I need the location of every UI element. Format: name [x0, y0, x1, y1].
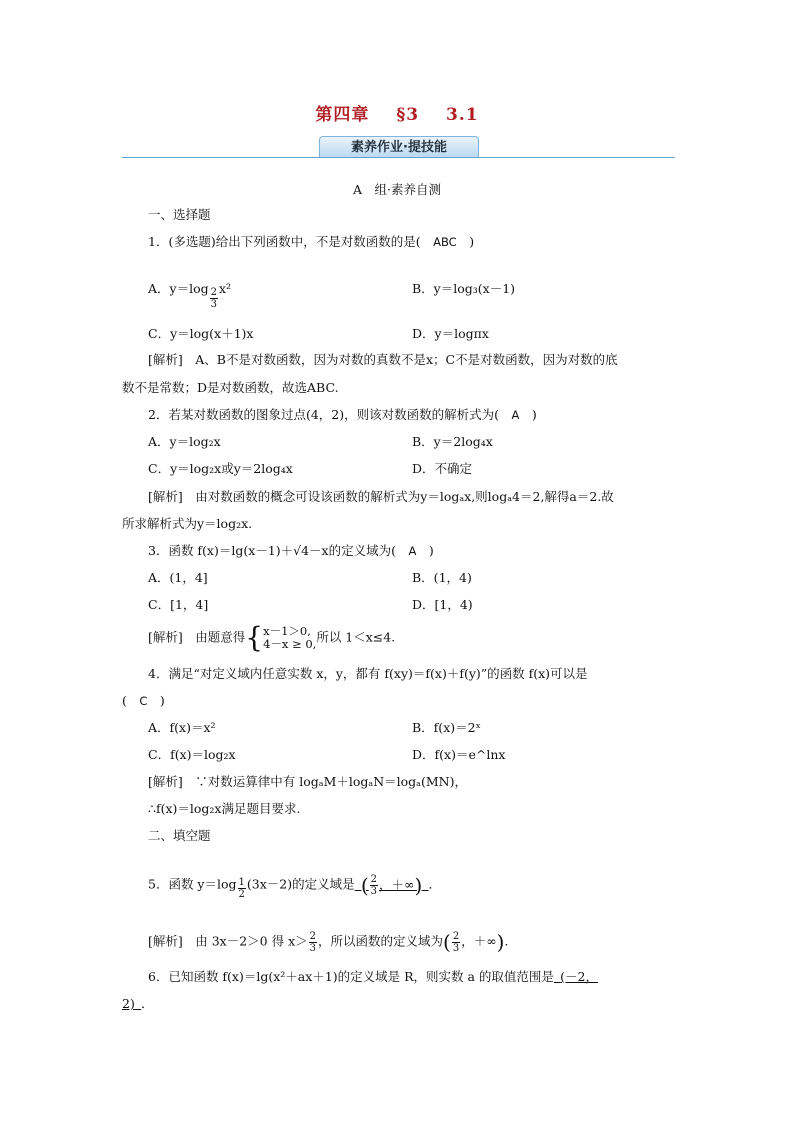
q1-option-a-text: A．y＝log: [148, 281, 209, 296]
q5-explanation-frac: [309, 931, 317, 954]
q4-answer: C: [139, 694, 148, 708]
left-brace-icon: {: [245, 621, 264, 654]
q3-option-b: B．(1，4): [412, 570, 472, 585]
q1-explanation-1: [解析] A、B不是对数函数，因为对数的真数不是x；C不是对数函数，因为对数的底: [148, 352, 618, 367]
q5-answer-tail: ，＋∞: [379, 876, 415, 892]
q4-stem-1: 4．满足“对定义域内任意实数 x，y，都有 f(xy)＝f(x)＋f(y)”的函数 f(x)可以是: [148, 666, 588, 681]
banner-tab: 素养作业·提技能: [319, 136, 479, 158]
q3-inequality-1: x－1＞0,: [263, 624, 311, 638]
banner-divider: [122, 157, 675, 158]
q3-explanation-a: [解析] 由题意得: [148, 629, 246, 645]
q1-a-base-num: 2: [210, 287, 217, 298]
q1-stem-end: ): [456, 234, 475, 249]
q2-explanation-2: 所求解析式为y＝log₂x.: [122, 516, 253, 531]
q1-explanation-2: 数不是常数；D是对数函数，故选ABC.: [122, 380, 339, 395]
q4-stem-2b: ): [147, 693, 165, 708]
q1-option-a-tail: x²: [219, 281, 232, 296]
q5-explanation-frac-2: [452, 931, 460, 954]
q2-option-d: D．不确定: [412, 461, 473, 476]
q5-stem-end: ．: [428, 876, 442, 892]
q3-stem-end: ): [416, 543, 434, 558]
q5-exp-den: 3: [309, 942, 317, 954]
subsection-label: 3.1: [445, 105, 479, 125]
q2-option-a: A．y＝log₂x: [148, 434, 221, 449]
q3-answer: A: [408, 544, 417, 558]
q3-stem-text: 3．函数 f(x)＝lg(x－1)＋√4－x的定义域为(: [148, 543, 409, 558]
q5-answer-frac: [370, 874, 378, 897]
q1-option-c: C．y＝log(x＋1)x: [148, 326, 254, 341]
q1-stem-text: 1．(多选题)给出下列函数中，不是对数函数的是(: [148, 234, 434, 249]
q6-answer-2: 2): [122, 996, 135, 1011]
q5-explanation-a: [解析] 由 3x－2＞0 得 x＞: [148, 933, 308, 949]
q6-answer-part2: [122, 996, 141, 1011]
q4-stem-2a: (: [122, 693, 140, 708]
q5-explanation-b: ，所以函数的定义域为: [318, 933, 444, 949]
q5-explanation-end: .: [504, 933, 509, 949]
q6-answer-1: (－2，: [560, 969, 599, 984]
section-label: §3: [396, 105, 420, 125]
q3-option-c: C．[1，4]: [148, 597, 209, 612]
q4-option-b: B．f(x)＝2ˣ: [412, 720, 481, 735]
q2-explanation-1: [解析] 由对数函数的概念可设该函数的解析式为y＝logₐx,则logₐ4＝2,解得a＝2.故: [148, 489, 614, 504]
q5-exp2-den: 3: [452, 942, 460, 954]
q4-option-c: C．f(x)＝log₂x: [148, 747, 236, 762]
q3-explanation-b: 所以 1＜x≤4.: [316, 629, 396, 645]
q1-option-a: [148, 281, 231, 310]
q1-answer: ABC: [433, 235, 457, 249]
q5-answer-num: 2: [370, 873, 378, 885]
q1-stem: [148, 234, 474, 250]
part1-title: 一、选择题: [148, 207, 211, 222]
q4-option-a: A．f(x)＝x²: [148, 720, 216, 735]
chapter-label: 第四章: [315, 105, 370, 125]
q5-answer-den: 3: [370, 885, 378, 897]
q3-explanation: [148, 621, 396, 654]
q4-stem-2: [122, 693, 165, 709]
q6-stem-end: ．: [141, 996, 154, 1011]
q5-base-den: 2: [238, 888, 245, 900]
group-title: A 组·素养自测: [352, 182, 441, 197]
q5-explanation: [解析] 由 3x－2＞0 得 x＞ $\frac{2}{3}$ ，所以函数的定义域为( $\frac{2}{3}$ ，＋∞).: [148, 930, 509, 954]
chapter-title: [0, 100, 794, 125]
q1-option-a-base: [210, 287, 218, 310]
q5-exp-num: 2: [309, 930, 317, 942]
q5-answer-blank: ( $\frac{2}{3}$ ，＋∞): [360, 873, 423, 897]
q6-answer-part1: [554, 969, 598, 984]
q6-stem: [148, 969, 598, 985]
q2-option-c: C．y＝log₂x或y＝2log₄x: [148, 461, 293, 476]
q1-option-d: D．y＝logπx: [412, 326, 489, 341]
q5-stem-b: (3x－2)的定义域是: [246, 876, 355, 892]
q2-stem-end: ): [519, 407, 537, 422]
q3-option-d: D．[1，4): [412, 597, 473, 612]
q1-a-base-den: 3: [210, 299, 217, 310]
q5-stem: [148, 871, 441, 900]
q2-stem: [148, 407, 537, 423]
part2-title: 二、填空题: [148, 828, 211, 843]
q1-option-b: B．y＝log₃(x－1): [412, 281, 516, 296]
q2-stem-text: 2．若某对数函数的图象过点(4，2)，则该对数函数的解析式为(: [148, 407, 512, 422]
q4-explanation-2: ∴f(x)＝log₂x满足题目要求.: [148, 801, 301, 816]
q5-log-base: [238, 877, 246, 900]
q6-stem-text: 6．已知函数 f(x)＝lg(x²＋ax＋1)的定义域是 R，则实数 a 的取值范围是: [148, 969, 554, 984]
q5-explanation-tail: ，＋∞: [461, 933, 497, 949]
q2-answer: A: [511, 408, 520, 422]
q3-stem: [148, 543, 434, 559]
q4-option-d: D．f(x)＝e^lnx: [412, 747, 506, 762]
q5-stem-a: 5．函数 y＝log: [148, 876, 237, 892]
q2-option-b: B．y＝2log₄x: [412, 434, 493, 449]
q3-option-a: A．(1，4]: [148, 570, 208, 585]
q5-exp2-num: 2: [452, 930, 460, 942]
q5-base-num: 1: [238, 876, 245, 888]
q3-inequality-system: [263, 625, 316, 651]
q4-explanation-1: [解析] ∵对数运算律中有 logₐM＋logₐN＝logₐ(MN)，: [148, 774, 467, 789]
q6-stem-2: [122, 996, 154, 1012]
q3-inequality-2: 4－x ≥ 0,: [263, 637, 317, 651]
